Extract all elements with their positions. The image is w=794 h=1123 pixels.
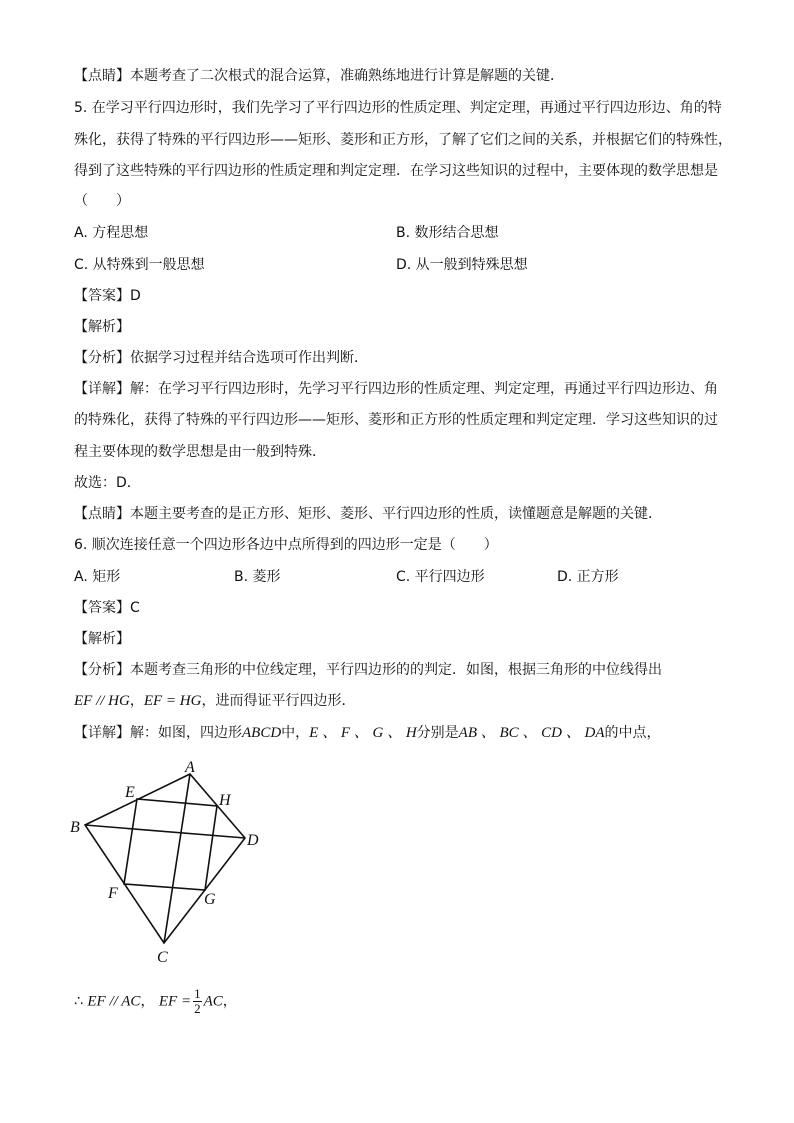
- xiangjie-end: 的中点，: [604, 725, 661, 741]
- q5-xiangjie-line-2: 的特殊化，获得了特殊的平行四边形——矩形、菱形和正方形的性质定理和判定定理．学习这些知识的过: [74, 412, 718, 428]
- q5-option-d: D. 从一般到特殊思想: [396, 257, 528, 273]
- q6-stem: 6. 顺次连接任意一个四边形各边中点所得到的四边形一定是（ ）: [74, 537, 498, 553]
- math-ef-equals-hg: EF = HG: [143, 693, 202, 709]
- q5-option-b: B. 数形结合思想: [396, 225, 499, 241]
- q5-stem-line-1: 5. 在学习平行四边形时，我们先学习了平行四边形的性质定理、判定定理，再通过平行四边形边、角的特: [74, 100, 722, 116]
- q5-option-a: A. 方程思想: [74, 225, 149, 241]
- xiangjie-prefix: 【详解】解：如图，四边形: [74, 725, 242, 741]
- label-e: E: [125, 784, 135, 801]
- xiangjie-mid: 中，: [281, 725, 310, 741]
- q5-stem-line-2: 殊化，获得了特殊的平行四边形——矩形、菱形和正方形，了解了它们之间的关系，并根据它们的特殊性，: [74, 132, 732, 148]
- q6-xiangjie: [74, 723, 661, 743]
- label-d: D: [247, 832, 259, 849]
- q5-stem-line-4: （ ）: [74, 193, 130, 209]
- quadrilateral-midpoint-figure: [60, 750, 280, 970]
- q6-option-a: A. 矩形: [74, 569, 121, 585]
- therefore-symbol: ∴: [74, 993, 83, 1010]
- fraction-numerator: 1: [194, 986, 201, 1001]
- q6-fenxi-line-2: [74, 691, 355, 711]
- q6-option-c: C. 平行四边形: [396, 569, 485, 585]
- q5-jiexi: 【解析】: [74, 319, 130, 335]
- diagonal-bd: [85, 825, 245, 838]
- q5-stem-line-3: 得到了这些特殊的平行四边形的性质定理和判定定理．在学习这些知识的过程中，主要体现的数学思想是: [74, 163, 718, 179]
- label-g: G: [204, 891, 216, 908]
- q6-conclusion: [74, 987, 237, 1016]
- q5-option-c: C. 从特殊到一般思想: [74, 257, 205, 273]
- q6-answer: 【答案】C: [74, 600, 140, 616]
- q5-answer: 【答案】D: [74, 288, 141, 304]
- q6-fenxi-line-1: 【分析】本题考查三角形的中位线定理，平行四边形的的判定．如图，根据三角形的中位线得出: [74, 662, 662, 678]
- parallelogram-efgh: [124, 799, 217, 890]
- comma: ，: [140, 993, 155, 1010]
- fraction-denominator: 2: [194, 1001, 201, 1016]
- label-a: A: [185, 759, 195, 776]
- math-ef-equals: EF =: [158, 993, 192, 1010]
- label-h: H: [219, 792, 231, 809]
- q6-jiexi: 【解析】: [74, 631, 130, 647]
- math-ef-parallel-ac: EF // AC: [87, 993, 141, 1010]
- comma: ，: [129, 693, 144, 709]
- math-ef-parallel-hg: EF // HG: [74, 693, 130, 709]
- q5-dianjing: 【点睛】本题主要考查的是正方形、矩形、菱形、平行四边形的性质，读懂题意是解题的关键．: [74, 506, 662, 522]
- label-c: C: [157, 949, 168, 966]
- math-abcd: ABCD: [242, 725, 282, 741]
- comma: ，: [222, 993, 237, 1010]
- math-ac: AC: [203, 993, 223, 1010]
- label-b: B: [70, 819, 80, 836]
- q5-xiangjie-line-3: 程主要体现的数学思想是由一般到特殊．: [74, 444, 326, 460]
- fenxi-conclusion: ，进而得证平行四边形．: [201, 693, 356, 709]
- fraction-one-half: [193, 987, 202, 1016]
- q5-fenxi: 【分析】依据学习过程并结合选项可作出判断．: [74, 350, 368, 366]
- math-points-efgh: E 、 F 、 G 、 H: [309, 725, 417, 741]
- q6-option-d: D. 正方形: [557, 569, 619, 585]
- q5-guxuan: 故选：D．: [74, 475, 141, 491]
- label-f: F: [108, 885, 118, 902]
- diagonal-ac: [164, 774, 190, 943]
- q4-dianjing: 【点睛】本题考查了二次根式的混合运算，准确熟练地进行计算是解题的关键．: [74, 68, 564, 84]
- math-sides: AB 、 BC 、 CD 、 DA: [458, 725, 605, 741]
- q5-xiangjie-line-1: 【详解】解：在学习平行四边形时，先学习平行四边形的性质定理、判定定理，再通过平行四边形边、角: [74, 381, 718, 397]
- q6-option-b: B. 菱形: [234, 569, 281, 585]
- xiangjie-are: 分别是: [416, 725, 459, 741]
